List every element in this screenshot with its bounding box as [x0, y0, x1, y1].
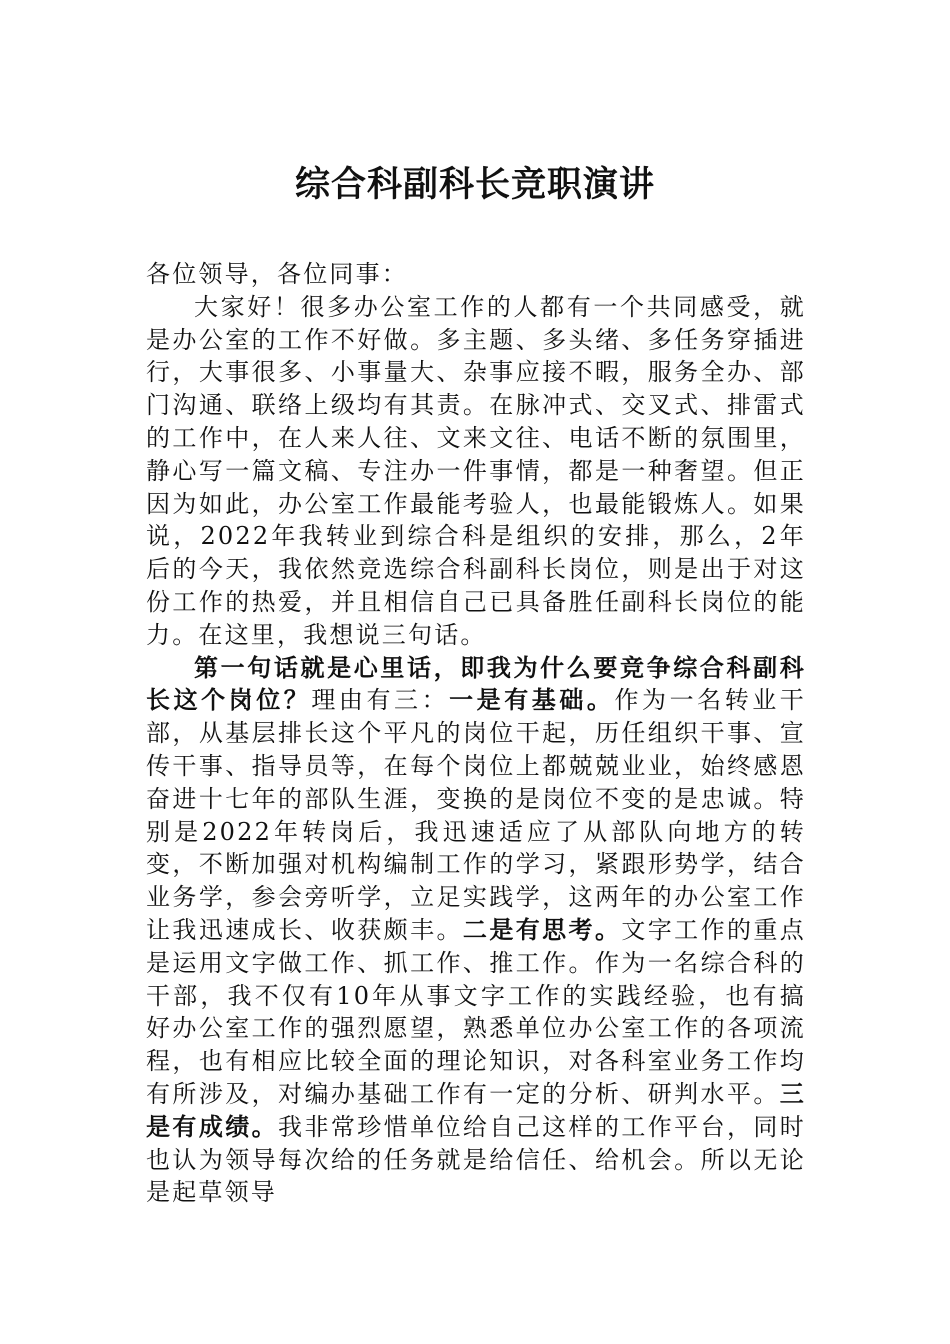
point-2-text: 文字工作的重点是运用文字做工作、抓工作、推工作。作为一名综合科的干部，我不仅有10年从事文字工作的实践经验，也有搞好办公室工作的强烈愿望，熟悉单位办公室工作的各项流程，也有相应比较全面的理论知识，对各科室业务工作均有所涉及，对编办基础工作有一定的分析、研判水平。	[146, 915, 807, 1108]
point-1-text: 作为一名转业干部，从基层排长这个平凡的岗位干起，历任组织干事、宣传干事、指导员等，在每个岗位上都兢兢业业，始终感恩奋进十七年的部队生涯，变换的是岗位不变的是忠诚。特别是2022年转岗后，我迅速适应了从部队向地方的转变，不断加强对机构编制工作的学习，紧跟形势学，结合业务学，参会旁听学，立足实践学，这两年的办公室工作让我迅速成长、收获颇丰。	[146, 686, 807, 944]
point-2-title: 二是有思考。	[462, 914, 622, 944]
point-3-text: 我非常珍惜单位给自己这样的工作平台，同时也认为领导每次给的任务就是给信任、给机会。所以无论是起草领导	[146, 1112, 807, 1207]
document-body	[146, 258, 806, 1209]
paragraph-heading: 第一句话就是心里话，即我为什么要竞争综合科副科长这个岗位？	[146, 652, 806, 715]
reasons-intro: 理由有三：	[311, 686, 450, 715]
paragraph-intro: 大家好！很多办公室工作的人都有一个共同感受，就是办公室的工作不好做。多主题、多头绪、多任务穿插进行，大事很多、小事量大、杂事应接不暇，服务全办、部门沟通、联络上级均有其责。在脉冲式、交叉式、排雷式的工作中，在人来人往、文来文往、电话不断的氛围里，静心写一篇文稿、专注办一件事情，都是一种奢望。但正因为如此，办公室工作最能考验人，也最能锻炼人。如果说，2022年我转业到综合科是组织的安排，那么，2年后的今天，我依然竞选综合科副科长岗位，则是出于对这份工作的热爱，并且相信自己已具备胜任副科长岗位的能力。在这里，我想说三句话。	[146, 292, 806, 649]
paragraph-first-point	[146, 652, 806, 1210]
document-title: 综合科副科长竞职演讲	[294, 164, 655, 205]
point-3-title: 三是有成绩。	[146, 1078, 806, 1141]
salutation: 各位领导，各位同事：	[146, 260, 408, 288]
point-1-title: 一是有基础。	[449, 685, 615, 715]
